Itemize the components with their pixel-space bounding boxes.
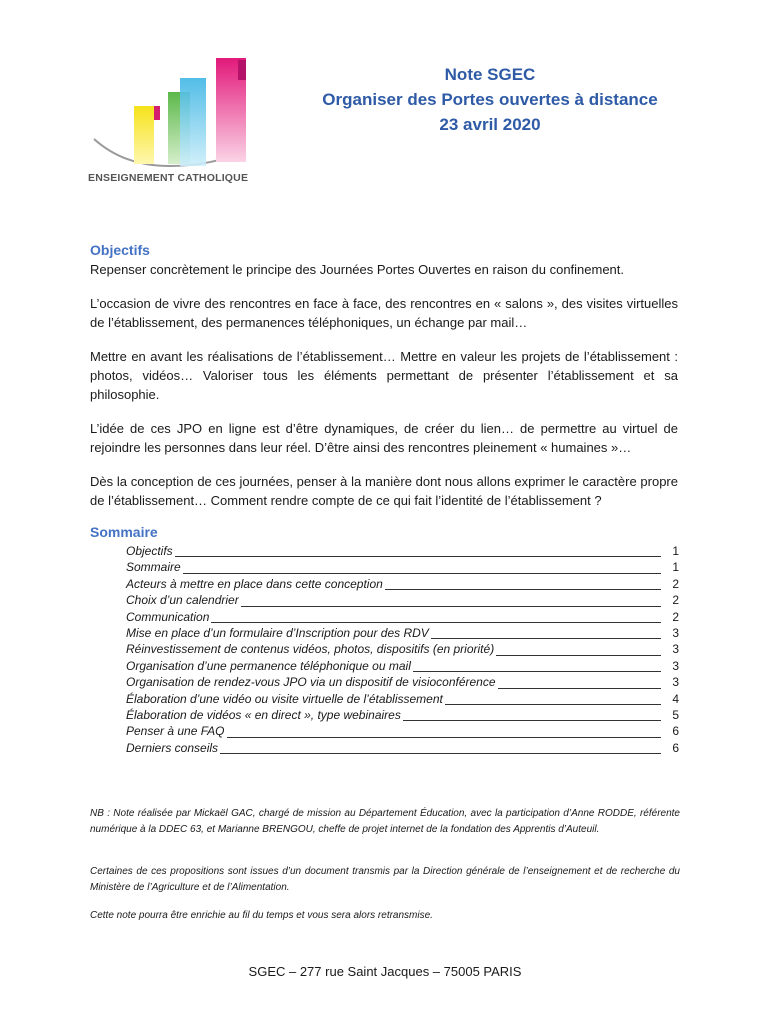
toc-entry[interactable] <box>126 641 679 657</box>
toc-leader <box>227 737 662 738</box>
toc-entry-page: 5 <box>672 708 679 723</box>
toc-entry[interactable] <box>126 723 679 739</box>
objectifs-paragraph: Dès la conception de ces journées, penser à la manière dont nous allons exprimer le caractère propre de l’établissement… Comment rendre compte de ce qui fait l’identité de l’établissement ? <box>90 474 678 508</box>
toc-entry-page: 6 <box>672 724 679 739</box>
toc-leader <box>496 655 661 656</box>
toc-entry-label: Derniers conseils <box>126 740 219 755</box>
toc-entry[interactable] <box>126 576 679 592</box>
source-note: Certaines de ces propositions sont issues d’un document transmis par la Direction générale de l’enseignement et de recherche du Ministère de l’Agriculture et de l’Alimentation. <box>90 866 680 893</box>
toc-leader <box>413 671 661 672</box>
logo-text: ENSEIGNEMENT CATHOLIQUE <box>88 172 249 184</box>
toc-entry-page: 4 <box>672 691 679 706</box>
toc-leader <box>403 720 661 721</box>
toc-entry[interactable] <box>126 674 679 690</box>
toc-entry-label: Élaboration d’une vidéo ou visite virtuelle de l’établissement <box>126 691 443 706</box>
toc-leader <box>211 622 661 623</box>
toc-entry-page: 3 <box>672 626 679 641</box>
toc-entry-label: Communication <box>126 609 210 624</box>
objectifs-paragraph: Mettre en avant les réalisations de l’établissement… Mettre en valeur les projets de l’établissement : photos, vidéos… Valoriser tous les éléments permettant de présenter l’établissement et sa philosophie. <box>90 349 678 402</box>
sommaire-heading: Sommaire <box>90 524 158 540</box>
toc-entry[interactable] <box>126 592 679 608</box>
title-line-date: 23 avril 2020 <box>439 115 541 134</box>
toc-entry-label: Acteurs à mettre en place dans cette conception <box>126 576 383 591</box>
toc-entry-label: Mise en place d’un formulaire d’Inscription pour des RDV <box>126 626 429 641</box>
toc-entry[interactable] <box>126 559 679 575</box>
toc-entry-page: 6 <box>672 740 679 755</box>
objectifs-paragraph: L’idée de ces JPO en ligne est d’être dynamiques, de créer du lien… de permettre au virtuel de rejoindre les personnes dans leur réel. D’être ainsi des rencontres pleinement « humaines »… <box>90 421 678 455</box>
toc-entry-label: Choix d’un calendrier <box>126 593 239 608</box>
toc-entry-label: Élaboration de vidéos « en direct », type webinaires <box>126 708 401 723</box>
toc-entry[interactable] <box>126 740 679 756</box>
enseignement-catholique-logo <box>84 54 254 184</box>
main-content <box>90 242 678 756</box>
toc-leader <box>385 589 661 590</box>
toc-entry[interactable] <box>126 609 679 625</box>
toc-entry-label: Organisation d’une permanence téléphonique ou mail <box>126 658 411 673</box>
toc-leader <box>220 753 661 754</box>
toc-leader <box>175 556 661 557</box>
toc-entry-page: 2 <box>672 593 679 608</box>
footer-address: SGEC – 277 rue Saint Jacques – 75005 PARIS <box>248 964 522 979</box>
nb-note: NB : Note réalisée par Mickaël GAC, chargé de mission au Département Éducation, avec la participation d’Anne RODDE, référente numérique à la DDEC 63, et Marianne BRENGOU, cheffe de projet internet de la fondation des Apprentis d’Auteuil. <box>90 808 680 835</box>
toc-entry-label: Organisation de rendez-vous JPO via un dispositif de visioconférence <box>126 675 496 690</box>
toc-entry-label: Sommaire <box>126 560 181 575</box>
toc-entry[interactable] <box>126 691 679 707</box>
toc-entry-label: Réinvestissement de contenus vidéos, photos, dispositifs (en priorité) <box>126 642 495 657</box>
update-note: Cette note pourra être enrichie au fil du temps et vous sera alors retransmise. <box>90 910 433 921</box>
toc-entry-page: 3 <box>672 675 679 690</box>
toc-entry-label: Penser à une FAQ <box>126 724 225 739</box>
toc-leader <box>498 688 661 689</box>
toc-entry[interactable] <box>126 707 679 723</box>
toc-entry[interactable] <box>126 625 679 641</box>
toc-entry[interactable] <box>126 543 679 559</box>
objectifs-heading: Objectifs <box>90 242 150 258</box>
toc-entry-page: 3 <box>672 642 679 657</box>
toc-entry-page: 2 <box>672 609 679 624</box>
toc-entry-page: 3 <box>672 658 679 673</box>
toc-entry-page: 1 <box>672 544 679 558</box>
toc-entry-page: 2 <box>672 576 679 591</box>
objectifs-paragraph: Repenser concrètement le principe des Journées Portes Ouvertes en raison du confinement. <box>90 262 625 277</box>
toc-leader <box>183 573 661 574</box>
document-title <box>290 62 690 137</box>
toc-leader <box>431 638 661 639</box>
toc-entry-label: Objectifs <box>126 544 173 558</box>
title-line-note: Note SGEC <box>444 65 536 84</box>
title-line-subject: Organiser des Portes ouvertes à distance <box>322 90 658 109</box>
toc-entry-page: 1 <box>672 560 679 575</box>
objectifs-paragraph: L’occasion de vivre des rencontres en face à face, des rencontres en « salons », des visites virtuelles de l’établissement, des permanences téléphoniques, un échange par mail… <box>90 296 678 330</box>
toc-leader <box>445 704 661 705</box>
toc-entry[interactable] <box>126 658 679 674</box>
table-of-contents <box>126 543 679 756</box>
toc-leader <box>241 606 661 607</box>
